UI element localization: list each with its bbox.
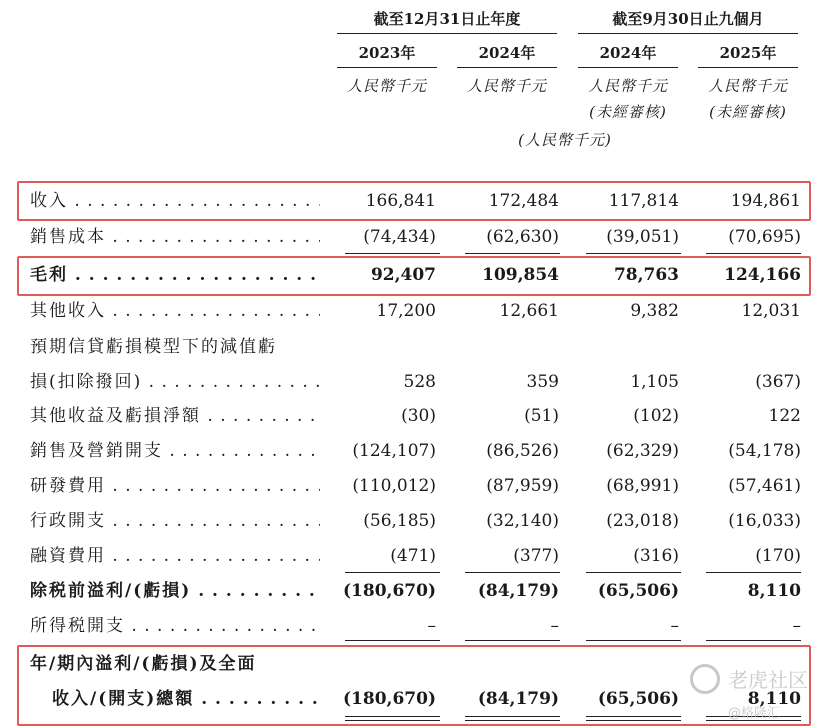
header-year-4: 2025年 (698, 42, 798, 68)
header-year-1: 2023年 (337, 42, 437, 68)
cell: (180,670) (343, 581, 436, 601)
unaudited-col-3: (未經審核) (589, 103, 667, 121)
cell: 12,661 (499, 301, 559, 321)
table-row (0, 434, 831, 468)
subtotal-rule-1 (345, 572, 440, 573)
row-label: 銷售成本 . . . (30, 220, 320, 254)
cell: (87,959) (486, 476, 559, 496)
watermark-sub: @格隆汇 (728, 706, 781, 721)
cell: 124,166 (724, 265, 801, 285)
unit-col-1: 人民幣千元 (346, 77, 427, 95)
table-row (0, 609, 831, 643)
row-label: 融資費用 . . . (30, 539, 320, 573)
table-row (0, 365, 831, 399)
cell: (68,991) (606, 476, 679, 496)
subtotal-rule-1 (345, 253, 440, 254)
cell: – (427, 616, 436, 636)
header-group-nine-months: 截至9月30日止九個月 (578, 8, 798, 34)
row-label: 研發費用 . . . (30, 469, 320, 503)
highlight-box-gross-profit (17, 256, 811, 296)
cell: (74,434) (363, 227, 436, 247)
row-label: 所得税開支 . . . (30, 609, 320, 643)
header-year-2: 2024年 (457, 42, 557, 68)
cell: 8,110 (747, 581, 801, 601)
cell: (367) (755, 372, 801, 392)
header-year-3: 2024年 (578, 42, 678, 68)
unaudited-col-4: (未經審核) (709, 103, 787, 121)
row-label: 行政開支 . . . (30, 504, 320, 538)
cell: 17,200 (376, 301, 436, 321)
cell: (32,140) (486, 511, 559, 531)
subtotal-rule-3 (586, 572, 681, 573)
cell: (86,526) (486, 441, 559, 461)
cell: 194,861 (730, 191, 801, 211)
cell: – (550, 616, 559, 636)
cell: (316) (633, 546, 679, 566)
cell: (84,179) (477, 581, 559, 601)
cell: (65,506) (597, 581, 679, 601)
row-label: 毛利 . . . (30, 258, 320, 292)
cell: (65,506) (597, 689, 679, 709)
cell: (23,018) (606, 511, 679, 531)
cell: (56,185) (363, 511, 436, 531)
cell: 166,841 (365, 191, 436, 211)
table-row (0, 220, 831, 254)
cell: (377) (513, 546, 559, 566)
cell: (110,012) (352, 476, 436, 496)
cell: (51) (524, 406, 559, 426)
cell: 8,110 (747, 689, 801, 709)
watermark-logo-icon (690, 664, 720, 694)
subtotal-rule-3 (586, 640, 681, 641)
cell: (180,670) (343, 689, 436, 709)
cell: 9,382 (630, 301, 679, 321)
cell: (30) (401, 406, 436, 426)
cell: (84,179) (477, 689, 559, 709)
cell: (102) (633, 406, 679, 426)
subtotal-rule-2 (465, 640, 560, 641)
cell: (62,329) (606, 441, 679, 461)
unit-note: (人民幣千元) (518, 131, 612, 149)
watermark-brand: 老虎社区 (728, 668, 808, 692)
row-label: 其他收益及虧損淨額 . . . (30, 399, 320, 433)
highlight-box-revenue (17, 181, 811, 221)
table-row-profit-before-tax (0, 574, 831, 608)
table-row (0, 504, 831, 538)
cell: 92,407 (370, 265, 436, 285)
cell: (471) (390, 546, 436, 566)
cell: – (792, 616, 801, 636)
cell: 109,854 (482, 265, 559, 285)
cell: 12,031 (741, 301, 801, 321)
table-row (0, 469, 831, 503)
subtotal-rule-2 (465, 253, 560, 254)
cell: (70,695) (728, 227, 801, 247)
unit-col-3: 人民幣千元 (587, 77, 668, 95)
subtotal-rule-1 (345, 640, 440, 641)
row-label: 收入/(開支)總額 . . . (52, 682, 320, 716)
table-row (0, 330, 831, 364)
row-label: 預期信貸虧損模型下的減值虧 (30, 337, 277, 357)
cell: – (670, 616, 679, 636)
cell: (57,461) (728, 476, 801, 496)
cell: 78,763 (613, 265, 679, 285)
table-row (0, 539, 831, 573)
subtotal-rule-3 (586, 253, 681, 254)
cell: 1,105 (630, 372, 679, 392)
cell: 172,484 (488, 191, 559, 211)
table-row (0, 399, 831, 433)
subtotal-rule-4 (706, 253, 801, 254)
row-label: 銷售及營銷開支 . . . (30, 434, 320, 468)
header-group-year: 截至12月31日止年度 (337, 8, 557, 34)
row-label: 收入 . . . (30, 184, 320, 218)
row-label: 除税前溢利/(虧損) . . . (30, 574, 320, 608)
unit-col-2: 人民幣千元 (466, 77, 547, 95)
cell: 528 (403, 372, 436, 392)
row-label: 其他收入 . . . (30, 294, 320, 328)
subtotal-rule-4 (706, 572, 801, 573)
cell: 122 (768, 406, 801, 426)
cell: (39,051) (606, 227, 679, 247)
cell: 117,814 (608, 191, 679, 211)
cell: (16,033) (728, 511, 801, 531)
unit-col-4: 人民幣千元 (707, 77, 788, 95)
cell: (62,630) (486, 227, 559, 247)
subtotal-rule-2 (465, 572, 560, 573)
row-label: 年/期內溢利/(虧損)及全面 (30, 654, 257, 674)
row-label: 損(扣除撥回) . . . (30, 365, 320, 399)
subtotal-rule-4 (706, 640, 801, 641)
cell: (54,178) (728, 441, 801, 461)
cell: (124,107) (352, 441, 436, 461)
table-row (0, 294, 831, 328)
cell: 359 (526, 372, 559, 392)
cell: (170) (755, 546, 801, 566)
